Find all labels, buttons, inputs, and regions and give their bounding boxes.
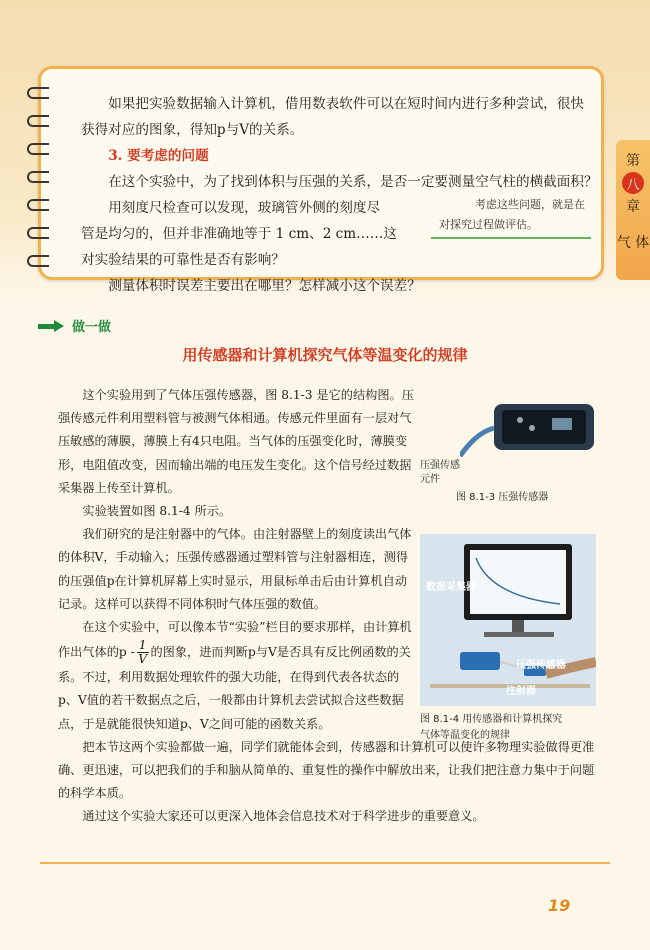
syringe-label: 注射器 [506, 686, 536, 697]
figure-apparatus [420, 534, 596, 706]
footer-divider [40, 862, 610, 864]
notebook-para-3a: 用刻度尺检查可以发现，玻璃管外侧的刻度尽 [108, 200, 381, 216]
spiral-binding [27, 87, 49, 267]
figure-2-caption-b: 气体等温变化的规律 [420, 730, 510, 741]
sensor-label-a: 压强传感 [420, 460, 460, 471]
body-para-4a: 在这个实验中，可以像本节“实验”栏目的要求那样，由计算机作出气体的p - [58, 620, 412, 660]
notebook-box [38, 66, 604, 294]
figure-pressure-sensor [420, 398, 596, 508]
apparatus-photo [420, 534, 596, 706]
notebook-para-1b: 获得对应的图象，得知p与V的关系。 [81, 122, 304, 138]
chapter-number: 八 [622, 172, 644, 194]
margin-note-line-1: 考虑这些问题，就是在 [475, 198, 585, 211]
arrow-icon [38, 320, 66, 332]
page-number: 19 [548, 896, 571, 915]
notebook-para-2: 在这个实验中，为了找到体积与压强的关系，是否一定要测量空气柱的横截面积？ [108, 174, 598, 190]
pressure-sensor-image [460, 398, 596, 458]
try-it-header [38, 316, 111, 335]
collector-label: 数据采集器 [426, 582, 476, 593]
chapter-label-top: 第 [626, 153, 640, 169]
body-para-6: 通过这个实验大家还可以更深入地体会信息技术对于科学进步的重要意义。 [82, 809, 485, 824]
fraction-numerator: 1 [138, 638, 147, 653]
fraction-denominator: V [138, 652, 148, 667]
notebook-para-3b: 管是均匀的，但并非准确地等于 1 cm、2 cm……这 [81, 226, 397, 242]
body-para-4b: 的图象，进而判断p与V是否具有反比例函数的关系。不过，利用数据处理软件的强大功能，在得到代表各状态的p、V值的若干数据点之后，一般都由计算机去尝试拟合这些数据点，于是就能很快知道p、V之间可能的函数关系。 [58, 645, 411, 731]
notebook-para-1: 如果把实验数据输入计算机，借用数表软件可以在短时间内进行多种尝试，很快 [108, 96, 584, 112]
chapter-tab [616, 140, 650, 280]
body-para-3-text: 我们研究的是注射器中的气体。由注射器壁上的刻度读出气体的体积V，手动输入；压强传感器通过塑料管与注射器相连，测得的压强值p在计算机屏幕上实时显示，用鼠标单击后由计算机自动记录。这样可以获得不同体积时气体压强的数值。 [58, 527, 412, 611]
body-para-3 [58, 523, 418, 616]
margin-note-line-2: 对探究过程做评估。 [439, 218, 538, 231]
notebook-para-4: 测量体积时误差主要出在哪里？怎样减小这个误差？ [108, 278, 421, 294]
figure-1-caption: 图 8.1-3 压强传感器 [456, 492, 549, 503]
chapter-topic: 气 体 [616, 235, 650, 251]
figure-2-caption-a: 图 8.1-4 用传感器和计算机探究 [420, 714, 563, 725]
section-title: 用传感器和计算机探究气体等温变化的规律 [182, 346, 468, 364]
margin-note [431, 195, 591, 239]
chapter-label-bottom: 章 [626, 199, 640, 215]
body-para-4 [58, 616, 418, 736]
notebook-heading: 3. 要考虑的问题 [108, 148, 209, 164]
notebook-para-3c: 对实验结果的可靠性是否有影响？ [81, 252, 285, 268]
formula-fraction [137, 639, 149, 666]
sensor-label-b: 元件 [420, 474, 440, 485]
body-para-2: 实验装置如图 8.1-4 所示。 [82, 504, 232, 519]
body-para-5: 把本节这两个实验都做一遍，同学们就能体会到，传感器和计算机可以使许多物理实验做得更准确、更迅速，可以把我们的手和脑从简单的、重复性的操作中解放出来，让我们把注意力集中于问题的科学本质。 [58, 739, 595, 801]
try-it-label: 做一做 [72, 320, 112, 335]
sensor-label: 压强传感器 [516, 660, 566, 671]
body-para-1: 这个实验用到了气体压强传感器，图 8.1-3 是它的结构图。压强传感元件利用塑料管与被测气体相通。传感元件里面有一层对气压敏感的薄膜，薄膜上有4只电阻。当气体的压强变化时，薄膜变形，电阻值改变，因而输出端的电压发生变化。这个信号经过数据采集器上传至计算机。 [58, 388, 414, 495]
